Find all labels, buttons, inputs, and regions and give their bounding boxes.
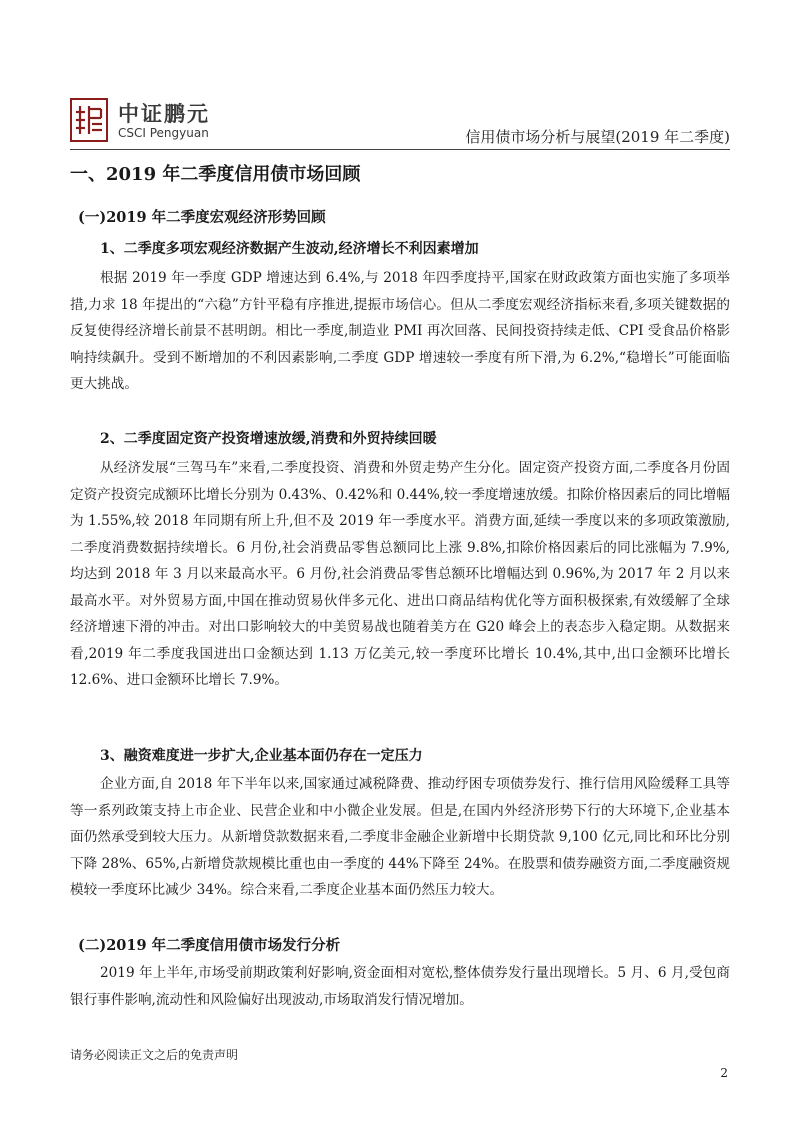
item-heading-3: 3、融资难度进一步扩大,企业基本面仍存在一定压力 xyxy=(100,748,423,764)
paragraph-2: 从经济发展“三驾马车”来看,二季度投资、消费和外贸走势产生分化。固定资产投资方面,二季度各月份固定资产投资完成额环比增长分别为 0.43%、0.42%和 0.44%,较一季度增速放缓。扣除价格因素后的同比增幅为 1.55%,较 2018 年同期有所上升,但不及 2019 年一季度水平。消费方面,延续一季度以来的多项政策激励,二季度消费数据持续增长。6 月份,社会消费品零售总额同比上涨 9.8%,扣除价格因素后的同比涨幅为 7.9%,均达到 2018 年 3 月以来最高水平。6 月份,社会消费品零售总额环比增幅达到 0.96%,为 2017 年 2 月以来最高水平。对外贸易方面,中国在推动贸易伙伴多元化、进出口商品结构优化等方面积极探索,有效缓解了全球经济增速下滑的冲击。对出口影响较大的中美贸易战也随着美方在 G20 峰会上的表态步入稳定期。从数据来看,2019 年二季度我国进出口金额达到 1.13 万亿美元,较一季度环比增长 10.4%,其中,出口金额环比增长 12.6%、进口金额环比增长 7.9%。 xyxy=(70,460,730,688)
disclaimer-note: 请务必阅读正文之后的免责声明 xyxy=(70,1048,239,1062)
subsection-heading-issuance: (二)2019 年二季度信用债市场发行分析 xyxy=(78,937,341,954)
item-heading-2: 2、二季度固定资产投资增速放缓,消费和外贸持续回暖 xyxy=(100,431,437,447)
logo-seal-icon xyxy=(70,98,108,142)
section-heading: 一、2019 年二季度信用债市场回顾 xyxy=(70,164,361,185)
brand-name-cn: 中证鹏元 xyxy=(118,102,210,126)
paragraph-4: 2019 年上半年,市场受前期政策利好影响,资金面相对宽松,整体债券发行量出现增长。5 月、6 月,受包商银行事件影响,流动性和风险偏好出现波动,市场取消发行情况增加。 xyxy=(70,965,730,1008)
paragraph-3: 企业方面,自 2018 年下半年以来,国家通过减税降费、推动纾困专项债券发行、推行信用风险缓释工具等等一系列政策支持上市企业、民营企业和中小微企业发展。但是,在国内外经济形势下行的大环境下,企业基本面仍然承受到较大压力。从新增贷款数据来看,二季度非金融企业新增中长期贷款 9,100 亿元,同比和环比分别下降 28%、65%,占新增贷款规模比重也由一季度的 44%下降至 24%。在股票和债券融资方面,二季度融资规模较一季度环比减少 34%。综合来看,二季度企业基本面仍然压力较大。 xyxy=(70,776,730,898)
brand-name-en: CSCI Pengyuan xyxy=(118,126,209,140)
item-heading-1: 1、二季度多项宏观经济数据产生波动,经济增长不利因素增加 xyxy=(100,241,479,257)
subsection-heading-macro: (一)2019 年二季度宏观经济形势回顾 xyxy=(78,209,326,226)
page-number: 2 xyxy=(720,1066,728,1080)
paragraph-1: 根据 2019 年一季度 GDP 增速达到 6.4%,与 2018 年四季度持平,国家在财政政策方面也实施了多项举措,力求 18 年提出的“六稳”方针平稳有序推进,提振市场信心。但从二季度宏观经济指标来看,多项关键数据的反复使得经济增长前景不甚明朗。相比一季度,制造业 PMI 再次回落、民间投资持续走低、CPI 受食品价格影响持续飙升。受到不断增加的不利因素影响,二季度 GDP 增速较一季度有所下滑,为 6.2%,“稳增长”可能面临更大挑战。 xyxy=(70,270,730,392)
header-divider xyxy=(70,149,730,150)
report-title: 信用债市场分析与展望(2019 年二季度) xyxy=(465,128,730,146)
